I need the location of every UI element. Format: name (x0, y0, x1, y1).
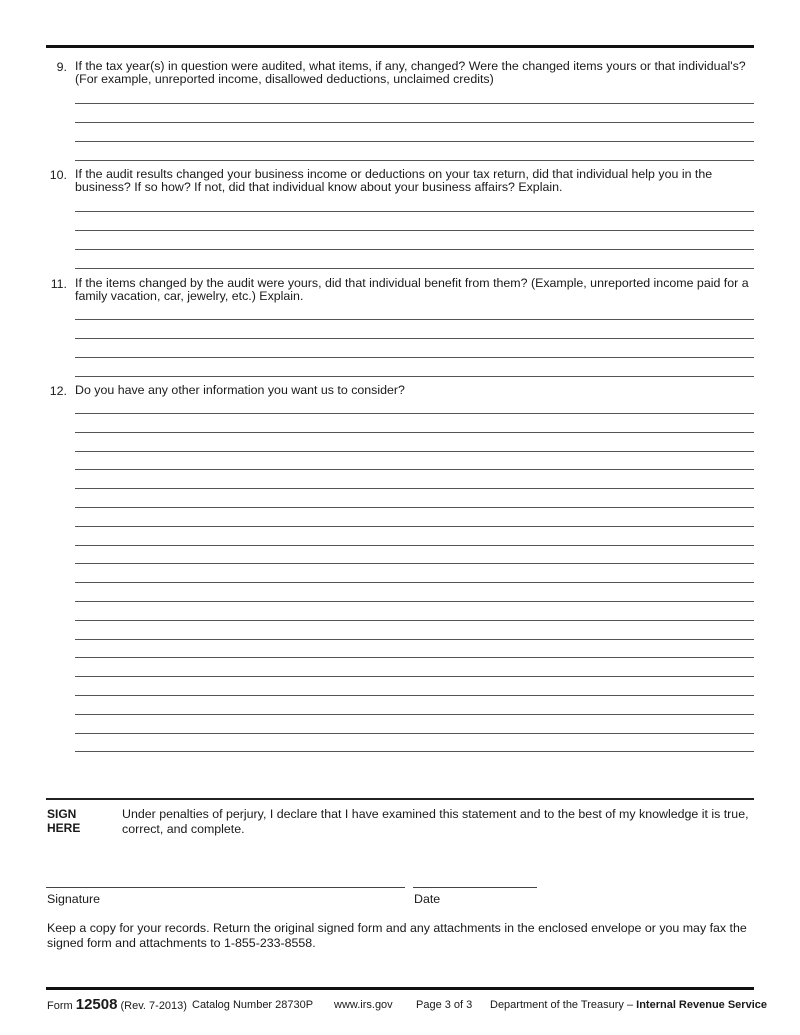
catalog-number: Catalog Number 28730P (192, 999, 314, 1011)
answer-line-q11[interactable] (75, 319, 754, 320)
answer-line-q9[interactable] (75, 122, 754, 123)
question-9-text: If the tax year(s) in question were audited, what items, if any, changed? Were the changed items yours or that individual's? (For example, unreported income, disallowed deductions, unclaimed credits) (75, 59, 746, 86)
form-prefix: Form (47, 1000, 73, 1012)
here-label: HERE (47, 821, 81, 835)
answer-line-q12[interactable] (75, 695, 754, 696)
answer-line-q11[interactable] (75, 376, 754, 377)
page-number: Page 3 of 3 (416, 999, 473, 1011)
answer-line-q10[interactable] (75, 230, 754, 231)
answer-line-q12[interactable] (75, 601, 754, 602)
answer-line-q12[interactable] (75, 451, 754, 452)
instructions-text: Keep a copy for your records. Return the original signed form and any attachments in the enclosed envelope or you may fax the signed form and attachments to 1-855-233-8558. (47, 921, 747, 950)
question-11-number: 11. (50, 277, 67, 291)
form-revision: (Rev. 7-2013) (120, 1000, 187, 1012)
answer-line-q12[interactable] (75, 676, 754, 677)
answer-line-q12[interactable] (75, 620, 754, 621)
sign-label: SIGN (47, 807, 77, 821)
signature-label: Signature (47, 892, 101, 906)
answer-line-q12[interactable] (75, 751, 754, 752)
answer-line-q10[interactable] (75, 211, 754, 212)
answer-line-q11[interactable] (75, 338, 754, 339)
answer-line-q9[interactable] (75, 141, 754, 142)
answer-line-q12[interactable] (75, 657, 754, 658)
footer-form (47, 996, 187, 1013)
question-10-text: If the audit results changed your business income or deductions on your tax return, did that individual help you in the business? If so how? If not, did that individual know about your business affairs? Explain. (75, 167, 713, 194)
footer-rule (46, 987, 754, 990)
answer-line-q12[interactable] (75, 488, 754, 489)
form-number: 12508 (75, 996, 118, 1013)
answer-line-q12[interactable] (75, 733, 754, 734)
answer-line-q12[interactable] (75, 507, 754, 508)
question-10-number: 10. (49, 168, 67, 182)
agency: Internal Revenue Service (636, 999, 767, 1011)
footer-agency (490, 999, 767, 1011)
answer-line-q10[interactable] (75, 268, 754, 269)
question-9-number: 9. (56, 60, 67, 74)
answer-line-q12[interactable] (75, 545, 754, 546)
department: Department of the Treasury – (490, 999, 634, 1011)
answer-line-q10[interactable] (75, 249, 754, 250)
answer-line-q12[interactable] (75, 469, 754, 470)
answer-line-q12[interactable] (75, 714, 754, 715)
question-12-text: Do you have any other information you want us to consider? (75, 383, 405, 397)
date-field[interactable] (413, 887, 537, 888)
answer-line-q9[interactable] (75, 103, 754, 104)
answer-line-q11[interactable] (75, 357, 754, 358)
answer-line-q12[interactable] (75, 639, 754, 640)
answer-line-q12[interactable] (75, 413, 754, 414)
question-12-number: 12. (49, 384, 67, 398)
answer-line-q12[interactable] (75, 526, 754, 527)
answer-line-q9[interactable] (75, 160, 754, 161)
website-link[interactable]: www.irs.gov (334, 999, 393, 1011)
sign-rule (46, 798, 754, 800)
answer-line-q12[interactable] (75, 432, 754, 433)
top-rule (46, 45, 754, 48)
answer-line-q12[interactable] (75, 582, 754, 583)
date-label: Date (414, 892, 441, 906)
answer-line-q12[interactable] (75, 563, 754, 564)
perjury-declaration: Under penalties of perjury, I declare that I have examined this statement and to the best of my knowledge it is true, correct, and complete. (122, 807, 749, 836)
question-11-text: If the items changed by the audit were yours, did that individual benefit from them? (Example, unreported income paid for a family vacation, car, jewelry, etc.) Explain. (75, 276, 749, 303)
signature-field[interactable] (46, 887, 405, 888)
